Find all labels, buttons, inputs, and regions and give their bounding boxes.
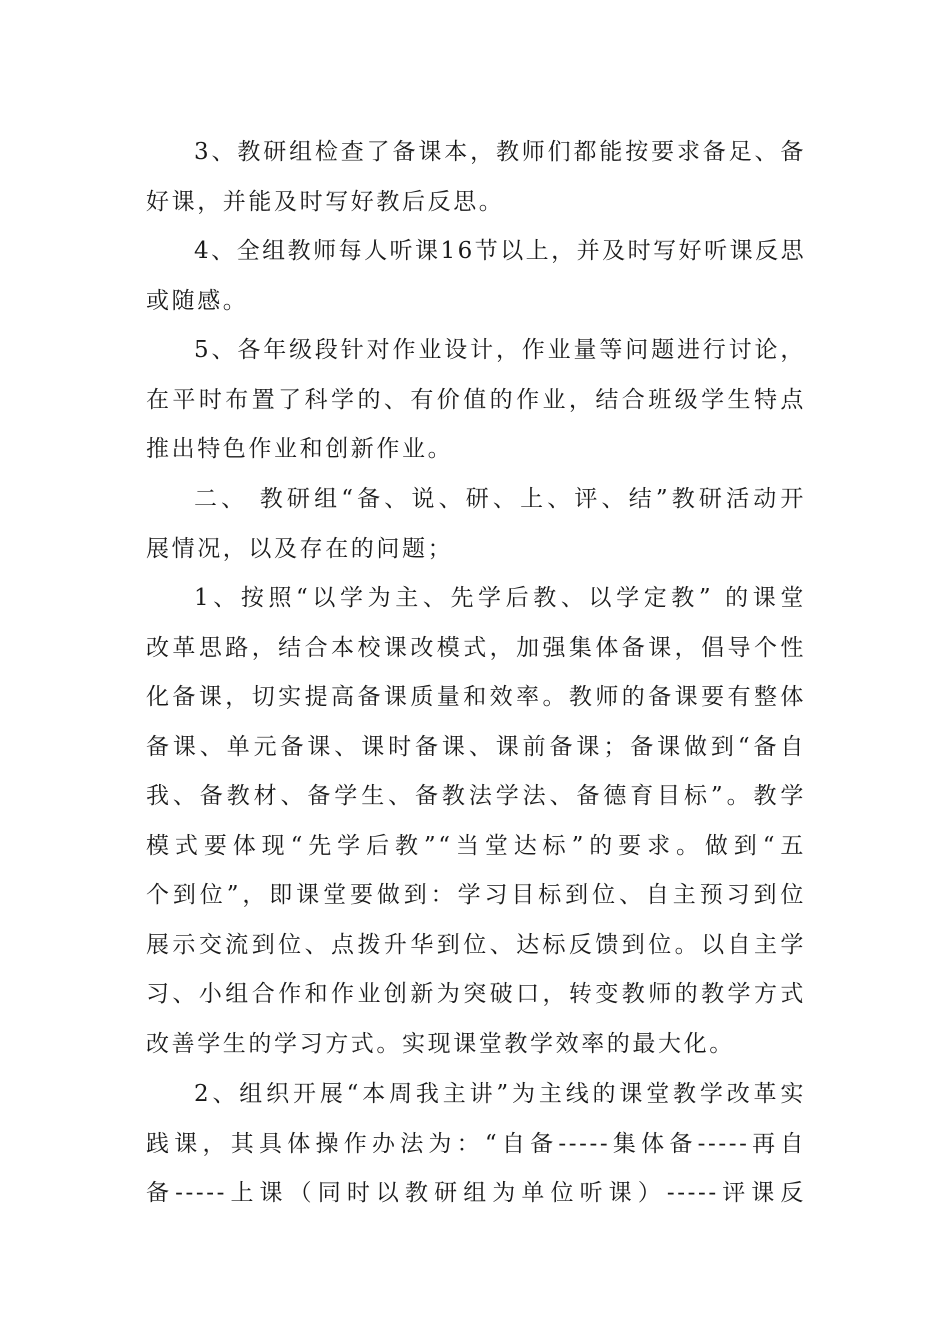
- text-line: 改革思路，结合本校课改模式，加强集体备课，倡导个性: [146, 634, 806, 661]
- text-line: 好课，并能及时写好教后反思。: [146, 188, 505, 215]
- text-line: 践课，其具体操作办法为：“自备-----集体备-----再自: [146, 1130, 806, 1157]
- text-line: 改善学生的学习方式。实现课堂教学效率的最大化。: [146, 1030, 735, 1057]
- text-line: 备-----上课（同时以教研组为单位听课）-----评课反: [146, 1180, 806, 1206]
- text-line: 3、教研组检查了备课本，教师们都能按要求备足、备: [194, 139, 806, 165]
- text-line: 化备课，切实提高备课质量和效率。教师的备课要有整体: [146, 684, 806, 710]
- paragraph-3-lesson-prep-check: [146, 128, 806, 227]
- text-line: 2、组织开展“本周我主讲”为主线的课堂教学改革实: [194, 1081, 806, 1107]
- text-line: 习、小组合作和作业创新为突破口，转变教师的教学方式: [146, 981, 806, 1007]
- text-line: 备课、单元备课、课时备课、课前备课；备课做到“备自: [146, 733, 806, 760]
- text-line: 我、备教材、备学生、备教法学法、备德育目标”。教学: [146, 783, 806, 809]
- text-line: 推出特色作业和创新作业。: [146, 436, 454, 462]
- text-line: 1、按照“以学为主、先学后教、以学定教” 的课堂: [194, 585, 806, 611]
- text-line: 展情况，以及存在的问题；: [146, 535, 454, 562]
- text-line: 模式要体现“先学后教”“当堂达标”的要求。做到“五: [146, 832, 806, 859]
- paragraph-5-homework-design: [146, 326, 806, 475]
- paragraph-2-weekly-lecture: [146, 1070, 806, 1219]
- text-line: 5、各年级段针对作业设计，作业量等问题进行讨论，: [194, 337, 806, 363]
- text-line: 在平时布置了科学的、有价值的作业，结合班级学生特点: [146, 386, 806, 413]
- text-line: 个到位”，即课堂要做到：学习目标到位、自主预习到位: [146, 882, 806, 908]
- paragraph-1-classroom-reform: [146, 574, 806, 1069]
- text-line: 或随感。: [146, 287, 249, 314]
- text-line: 二、 教研组“备、说、研、上、评、结”教研活动开: [194, 486, 806, 512]
- section-2-heading: [146, 475, 806, 574]
- paragraph-4-lesson-observation: [146, 227, 806, 326]
- text-line: 展示交流到位、点拨升华到位、达标反馈到位。以自主学: [146, 931, 806, 958]
- text-line: 4、全组教师每人听课16节以上，并及时写好听课反思: [194, 238, 806, 264]
